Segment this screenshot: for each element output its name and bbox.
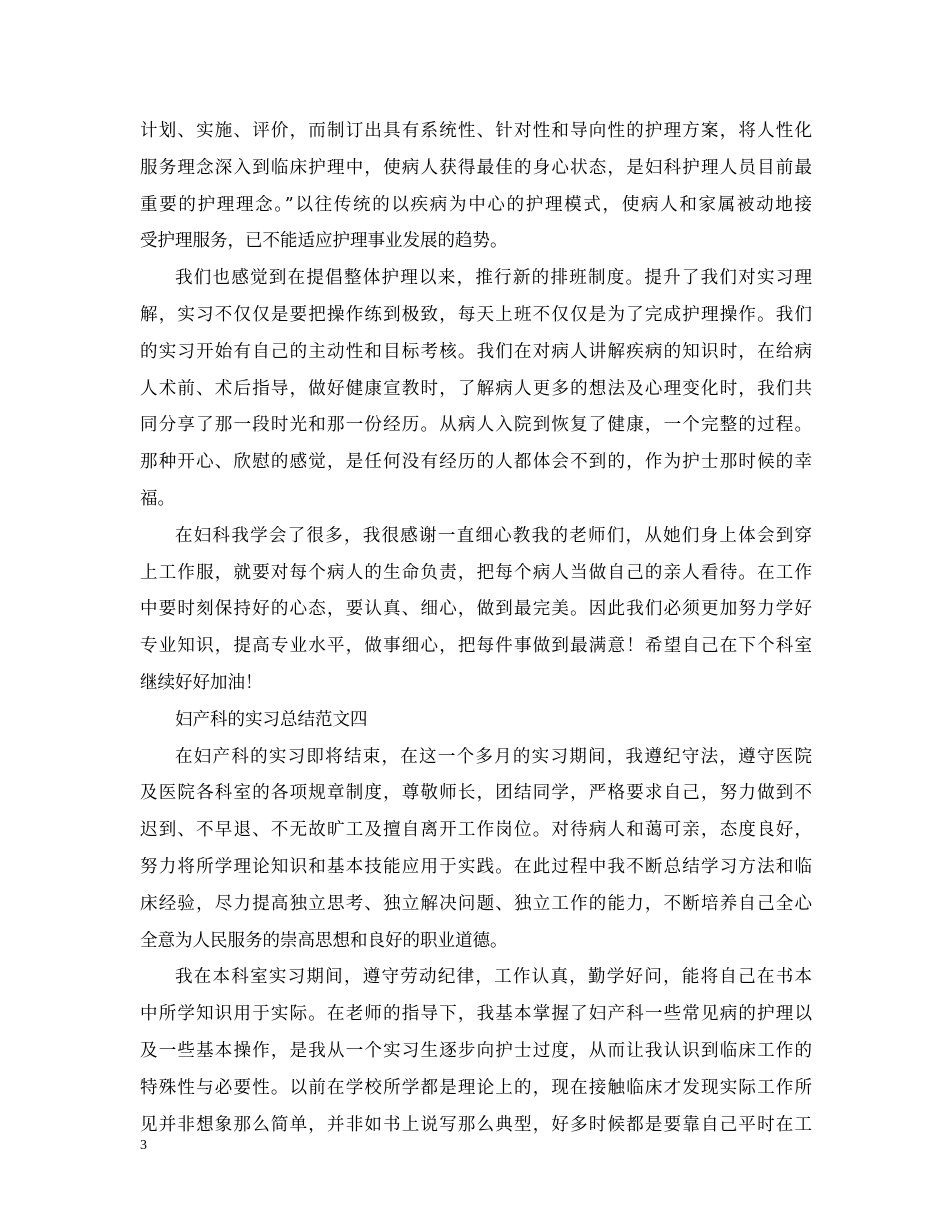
text-line: 妇产科的实习总结范文四 <box>175 709 368 730</box>
text-line: 服务理念深入到临床护理中，使病人获得最佳的身心状态，是妇科护理人员目前最 <box>140 157 812 178</box>
text-line: 在妇产科的实习即将结束，在这一个多月的实习期间，我遵纪守法，遵守医院 <box>175 746 812 767</box>
text-line: 床经验，尽力提高独立思考、独立解决问题、独立工作的能力，不断培养自己全心 <box>140 893 812 914</box>
document-body <box>140 113 812 1143</box>
text-line: 努力将所学理论知识和基本技能应用于实践。在此过程中我不断总结学习方法和临 <box>140 856 812 877</box>
text-line: 见并非想象那么简单，并非如书上说写那么典型，好多时候都是要靠自己平时在工 <box>140 1114 812 1135</box>
text-line: 迟到、不早退、不无故旷工及擅自离开工作岗位。对待病人和蔼可亲，态度良好， <box>140 820 812 841</box>
text-line: 特殊性与必要性。以前在学校所学都是理论上的，现在接触临床才发现实际工作所 <box>140 1077 812 1098</box>
text-line: 那种开心、欣慰的感觉，是任何没有经历的人都体会不到的，作为护士那时候的幸 <box>140 452 812 473</box>
page-number: 3 <box>140 1138 147 1153</box>
text-line: 我在本科室实习期间，遵守劳动纪律，工作认真，勤学好问，能将自己在书本 <box>175 967 812 988</box>
text-line: 上工作服，就要对每个病人的生命负责，把每个病人当做自己的亲人看待。在工作 <box>140 562 812 583</box>
text-line: 计划、实施、评价，而制订出具有系统性、针对性和导向性的护理方案，将人性化 <box>140 121 812 141</box>
text-line: 人术前、术后指导，做好健康宣教时，了解病人更多的想法及心理变化时，我们共 <box>140 378 812 399</box>
text-line: 同分享了那一段时光和那一份经历。从病人入院到恢复了健康，一个完整的过程。 <box>140 415 812 436</box>
text-line: 中要时刻保持好的心态，要认真、细心，做到最完美。因此我们必须更加努力学好 <box>140 599 812 620</box>
text-line: 解，实习不仅仅是要把操作练到极致，每天上班不仅仅是为了完成护理操作。我们 <box>140 304 812 325</box>
text-line: 在妇科我学会了很多，我很感谢一直细心教我的老师们，从她们身上体会到穿 <box>175 525 812 546</box>
text-line: 及一些基本操作，是我从一个实习生逐步向护士过度，从而让我认识到临床工作的 <box>140 1040 812 1061</box>
text-line: 我们也感觉到在提倡整体护理以来，推行新的排班制度。提升了我们对实习理 <box>175 268 812 289</box>
text-line: 受护理服务，已不能适应护理事业发展的趋势。 <box>140 231 508 252</box>
text-line: 继续好好加油！ <box>140 672 263 693</box>
text-line: 及医院各科室的各项规章制度，尊敬师长，团结同学，严格要求自己，努力做到不 <box>140 783 812 804</box>
text-line: 专业知识，提高专业水平，做事细心，把每件事做到最满意！希望自己在下个科室 <box>140 636 812 657</box>
text-line: 全意为人民服务的崇高思想和良好的职业道德。 <box>140 930 508 951</box>
text-line: 福。 <box>140 488 175 509</box>
text-line: 重要的护理理念。”以往传统的以疾病为中心的护理模式，使病人和家属被动地接 <box>140 194 812 215</box>
text-line: 中所学知识用于实际。在老师的指导下，我基本掌握了妇产科一些常见病的护理以 <box>140 1004 812 1025</box>
text-line: 的实习开始有自己的主动性和目标考核。我们在对病人讲解疾病的知识时，在给病 <box>140 341 812 362</box>
